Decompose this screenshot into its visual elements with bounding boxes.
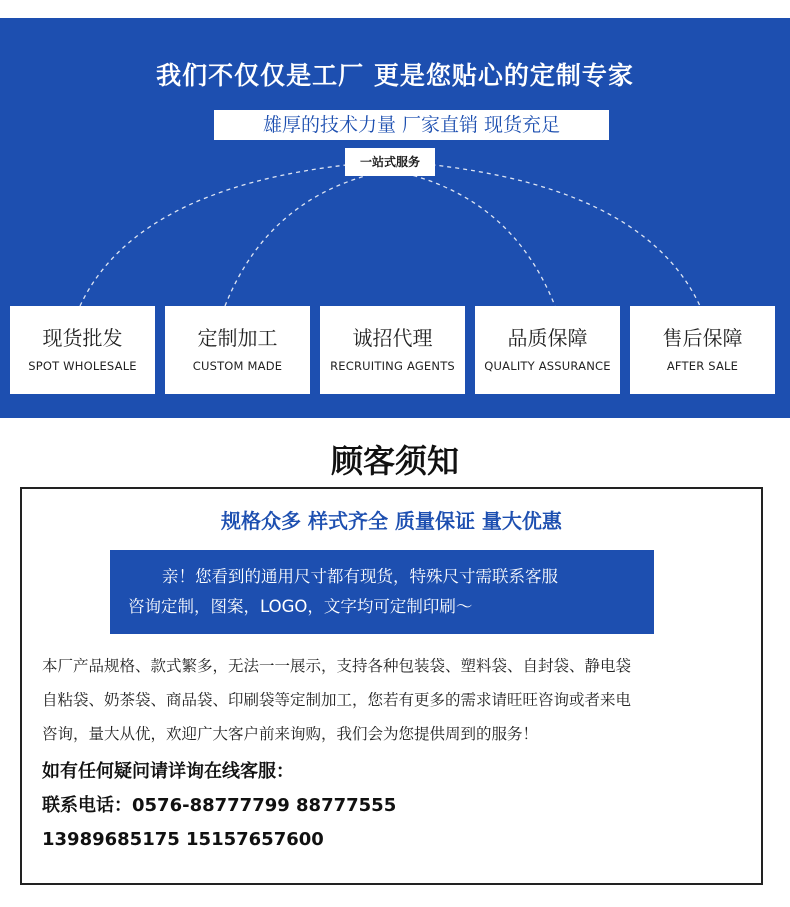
arc-outer [80, 161, 700, 306]
arc-inner [225, 170, 555, 306]
card-after-sale[interactable] [630, 306, 775, 394]
banner-subline: 雄厚的技术力量 厂家直销 现货充足 [214, 110, 609, 140]
card-title: 现货批发 [42, 326, 123, 350]
card-quality-assurance[interactable] [475, 306, 620, 394]
card-subtitle: CUSTOM MADE [192, 359, 283, 373]
card-subtitle: AFTER SALE [666, 359, 739, 373]
card-subtitle: QUALITY ASSURANCE [484, 359, 611, 373]
contact-phone: 联系电话：0576-88777799 88777555 [42, 795, 397, 816]
card-title: 品质保障 [507, 326, 588, 350]
card-custom-made[interactable] [165, 306, 310, 394]
service-banner [0, 18, 790, 418]
highlight-line: 亲！您看到的通用尺寸都有现货，特殊尺寸需联系客服 [162, 567, 558, 586]
customer-notice-box [20, 487, 763, 885]
notice-body [42, 649, 752, 751]
contact-info [42, 755, 752, 857]
one-stop-service-pill: 一站式服务 [345, 148, 435, 176]
card-spot-wholesale[interactable] [10, 306, 155, 394]
card-subtitle: RECRUITING AGENTS [330, 359, 455, 373]
notice-tagline: 规格众多 样式齐全 质量保证 量大优惠 [221, 509, 562, 533]
contact-prompt: 如有任何疑问请详询在线客服： [42, 761, 294, 782]
body-line: 自粘袋、奶茶袋、商品袋、印刷袋等定制加工，您若有更多的需求请旺旺咨询或者来电 [42, 691, 632, 709]
card-title: 诚招代理 [352, 326, 433, 350]
body-line: 咨询，量大从优，欢迎广大客户前来询购，我们会为您提供周到的服务！ [42, 725, 539, 743]
customer-notice-title: 顾客须知 [330, 442, 459, 480]
card-title: 定制加工 [197, 326, 278, 350]
banner-headline: 我们不仅仅是工厂 更是您贴心的定制专家 [156, 61, 634, 90]
notice-highlight-box [110, 550, 654, 634]
card-recruiting-agents[interactable] [320, 306, 465, 394]
body-line: 本厂产品规格、款式繁多，无法一一展示，支持各种包装袋、塑料袋、自封袋、静电袋 [42, 657, 632, 675]
contact-mobile: 13989685175 15157657600 [42, 829, 324, 850]
card-title: 售后保障 [662, 326, 743, 350]
card-subtitle: SPOT WHOLESALE [28, 359, 137, 373]
highlight-line: 咨询定制，图案，LOGO，文字均可定制印刷～ [128, 597, 473, 616]
